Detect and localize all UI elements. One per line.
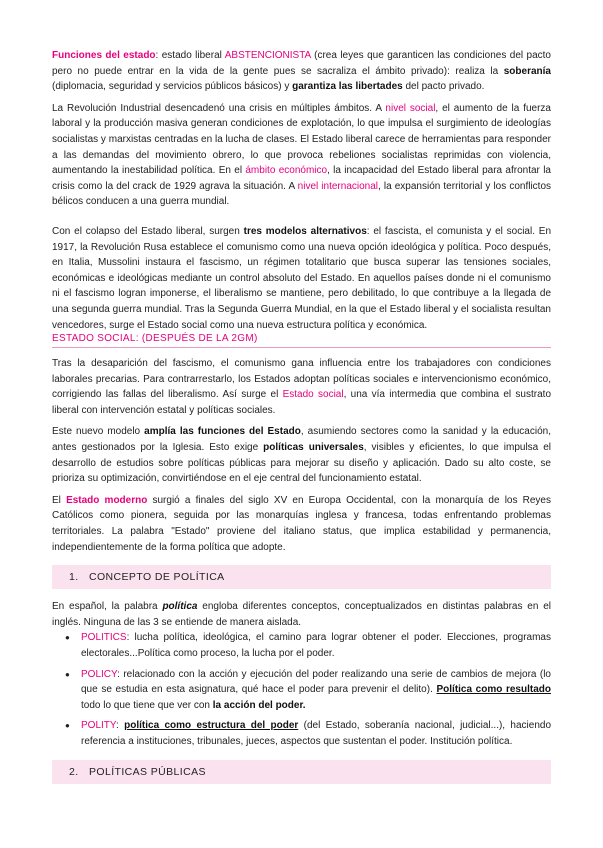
text: : relacionado con la acción y ejecución del poder realizando una serie de cambios de mejora (lo que se estudia en esta asignatura, qué hace el poder para prevenir el delito). xyxy=(81,668,551,696)
term-accion-del-poder: la acción del poder. xyxy=(212,699,306,711)
text: surgió a finales del siglo XV en Europa Occidental, con la monarquía de los Reyes Católicos como pionera, seguida por las monarquías inglesa y francesa, todas enfrentando problemas territoriales. La palabra "Estado" proviene del italiano status, que implica estabilidad y permanencia, independientemente de la forma política que adopte. xyxy=(52,494,551,553)
term-politicas-universales: políticas universales xyxy=(263,442,364,454)
list-item-policy xyxy=(52,667,551,714)
term-politica: política xyxy=(162,601,198,613)
list-item-polity xyxy=(52,718,551,749)
term-politics: POLITICS xyxy=(81,632,127,644)
text: (crea leyes que garanticen las condiciones del pacto pero no puede entrar en la vida de la gente pues se sacraliza el ámbito privado): realiza la xyxy=(52,50,551,77)
text: Con el colapso del Estado liberal, surgen xyxy=(52,225,244,237)
section-title: CONCEPTO DE POLÍTICA xyxy=(89,571,225,584)
paragraph-estado-social xyxy=(52,356,551,418)
term-soberania: soberanía xyxy=(503,65,551,77)
section-number: 2. xyxy=(69,765,79,778)
bullet-icon: ● xyxy=(65,669,70,679)
term-amplia-funciones: amplía las funciones del Estado xyxy=(144,426,301,438)
paragraph-revolucion-industrial xyxy=(52,101,551,210)
spacer xyxy=(52,216,551,224)
term-funciones-del-estado: Funciones del estado xyxy=(52,50,156,61)
term-ambito-economico: ámbito económico xyxy=(245,165,328,177)
text: : lucha política, ideológica, el camino para lograr obtener el poder. Elecciones, programas electorales...Política como proceso, la lucha por el poder. xyxy=(81,632,551,659)
term-politica-como-resultado: Política como resultado xyxy=(436,684,551,696)
paragraph-nuevo-modelo xyxy=(52,424,551,486)
text: (diplomacia, seguridad y servicios públicos básicos) y xyxy=(52,81,293,93)
text: , una vía intermedia que combina el sustrato liberal con intervención estatal y políticas sociales. xyxy=(52,389,552,416)
text: , asumiendo sectores como la sanidad y la educación, antes gestionados por la Iglesia. Esto exige xyxy=(52,426,551,454)
section-title: POLÍTICAS PÚBLICAS xyxy=(89,765,206,778)
term-nivel-social: nivel social xyxy=(385,102,436,114)
term-politica-estructura-poder: política como estructura del poder xyxy=(124,720,299,732)
paragraph-palabra-politica xyxy=(52,599,551,630)
text: La Revolución Industrial desencadenó una crisis en múltiples ámbitos. A xyxy=(52,102,386,114)
text: El xyxy=(52,494,67,506)
text: , la expansión territorial y los conflictos bélicos conducen a una guerra mundial. xyxy=(52,180,551,208)
text: , visibles y eficientes, lo que impulsa el desarrollo de estudios sobre políticas públicas para mejorar su diseño y aplicación. Dado su alto coste, se prioriza su optimización, convirtiéndose en el eje central del funcionamiento estatal. xyxy=(52,442,551,485)
term-polity: POLITY xyxy=(81,720,117,732)
text: engloba diferentes conceptos, conceptualizados en distintas palabras en el inglés. Ninguna de las 3 se entiende de manera aislada. xyxy=(52,601,551,628)
text: : xyxy=(116,720,125,732)
term-estado-moderno: Estado moderno xyxy=(66,494,148,506)
bullet-icon: ● xyxy=(65,633,70,643)
section-heading-politicas-publicas xyxy=(52,760,551,784)
text: Tras la desaparición del fascismo, el comunismo gana influencia entre los trabajadores con condiciones laborales precarias. Para contrarrestarlo, los Estados adoptan políticas sociales e intervencionismo económico, corrigiendo las fallas del liberalismo. Así surge el xyxy=(52,358,551,401)
term-estado-social: Estado social xyxy=(282,389,344,401)
paragraph-modelos-alternativos xyxy=(52,224,551,333)
paragraph-funciones-estado xyxy=(52,48,551,95)
text: del pacto privado. xyxy=(402,81,485,93)
politica-bullet-list xyxy=(52,630,551,749)
text: , el aumento de la fuerza laboral y la producción masiva generan condiciones de explotación, lo que impulsa el surgimiento de ideologías socialistas y marxistas centradas en la lucha de clases. El Estado liberal carece de herramientas para responder a las demandas del movimiento obrero, lo que provoca rebeliones socialistas reprimidas con violencia, aumentando la inestabilidad política. En el xyxy=(52,102,551,177)
term-abstencionista: ABSTENCIONISTA xyxy=(224,50,311,61)
list-item-politics xyxy=(52,630,551,661)
text: , la incapacidad del Estado liberal para afrontar la crisis como la del crack de 1929 agrava la situación. A xyxy=(52,165,551,192)
section-number: 1. xyxy=(69,571,79,584)
term-garantiza-libertades: garantiza las libertades xyxy=(292,81,403,93)
text: En español, la palabra xyxy=(52,601,163,613)
text: : estado liberal xyxy=(155,50,225,61)
paragraph-estado-moderno xyxy=(52,493,551,555)
term-policy: POLICY xyxy=(81,668,118,680)
bullet-icon: ● xyxy=(65,721,70,731)
section-heading-concepto-politica xyxy=(52,565,551,589)
term-nivel-internacional: nivel internacional xyxy=(297,180,379,192)
text: (del Estado, soberanía nacional, judicial...), haciendo referencia a instituciones, tribunales, jueces, aspectos que sustentan el poder. Institución política. xyxy=(81,720,552,747)
term-tres-modelos: tres modelos alternativos xyxy=(243,225,367,237)
text: Este nuevo modelo xyxy=(52,426,145,438)
heading-estado-social: ESTADO SOCIAL: (DESPUÉS DE LA 2GM) xyxy=(52,333,551,348)
text: : el fascista, el comunista y el social. En 1917, la Revolución Rusa establece el comunismo como una nueva opción ideológica y política. Poco después, en Italia, Mussolini instaura el fascismo, un régimen totalitario que busca superar las tensiones sociales, económicas e ideológicas mediante un control absoluto del Estado. En aquellos países donde ni el comunismo ni el fascismo logran imponerse, el liberalismo se mantiene, pero debilitado, lo que contribuye a la llegada de una segunda guerra mundial. Tras la Segunda Guerra Mundial, en la que el Estado liberal y el socialista resultan vencedores, surge el Estado social como una nueva estructura política y económica. xyxy=(52,225,552,331)
text: todo lo que tiene que ver con xyxy=(81,699,213,711)
